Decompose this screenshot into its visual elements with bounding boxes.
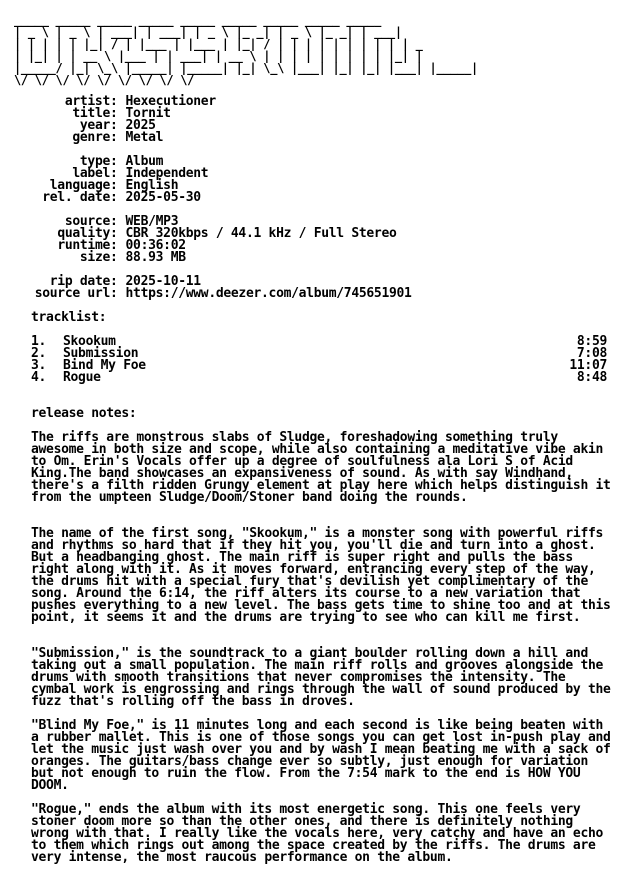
notes-paragraph: "Rogue," ends the album with its most energetic song. This one feels very stoner doom more so than the other ones, and there is definitely nothing wrong with that. I really like the vocals here, very catchy and have an echo to them which rings out among the space created by the riffs. The drums are very intense, the most raucous performance on the album. — [31, 802, 604, 865]
meta-language: language: English — [49, 178, 179, 193]
banner-line: | | | | | |_| / | |___ | |___ | |_| / | | | | | | | | | | _ — [14, 37, 423, 51]
track-title: Rogue — [63, 370, 101, 385]
meta-type: type: Album — [79, 154, 164, 169]
meta-source-url: source url: https://www.deezer.com/album/745651901 — [34, 286, 412, 301]
track-duration: 11:07 — [569, 358, 607, 373]
banner-line: _____ _____ _____ _____ _____ _____ _____ _____ _____ — [14, 14, 382, 27]
meta-title: title: Tornit — [72, 106, 171, 121]
track-row: 2. Submission 7:08 — [31, 346, 607, 361]
banner-line: \/ \/ \/ \/ \/ \/ \/ \/ \/ — [14, 73, 195, 86]
meta-runtime: runtime: 00:36:02 — [57, 238, 186, 253]
track-title: Skookum — [63, 334, 116, 349]
track-duration: 8:59 — [576, 334, 607, 349]
banner-line: | |_| | | __ \ |___ | | ___| | __ \ | | | | | | | | | |_| | — [14, 49, 423, 63]
track-title: Bind My Foe — [63, 358, 146, 373]
meta-year: year: 2025 — [79, 118, 156, 133]
track-duration: 8:48 — [576, 370, 607, 385]
notes-paragraph: The riffs are monstrous slabs of Sludge, foreshadowing something truly awesome in both size and scope, while also containing a meditative vibe akin to Om. Erin's Vocals offer up a degree of soulfulness ala Lori S of Acid King.The band showcases an expansiveness of sound. As with say Windhand, there's a filth ridden Grungy element at play here which helps distinguish it from the umpteen Sludge/Doom/Stoner band doing the rounds. — [31, 430, 611, 505]
track-duration: 7:08 — [576, 346, 607, 361]
notes-paragraph: The name of the first song, "Skookum," is a monster song with powerful riffs and rhythms so hard that if they hit you, you'll die and turn into a ghost. But a headbanging ghost. The main riff is super right and pulls the bass right along with it. As it moves forward, entrancing every step of the way, the drums hit with a special fury that's devilish yet complimentary of the song. Around the 6:14, the riff alters its course to a new variation that pushes everything to a new level. The bass gets time to shine too and at this point, it seems it and the drums are trying to see who can kill me first. — [31, 526, 611, 625]
meta-genre: genre: Metal — [72, 130, 164, 145]
ascii-logo-banner — [14, 14, 618, 86]
track-row: 4. Rogue 8:48 — [31, 370, 607, 385]
release-notes-heading: release notes: — [31, 406, 137, 421]
meta-artist: artist: Hexecutioner — [64, 94, 216, 109]
meta-rel-date: rel. date: 2025-05-30 — [42, 190, 201, 205]
notes-paragraph: "Blind My Foe," is 11 minutes long and each second is like being beaten with a rubber mallet. This is one of those songs you can get lost in-push play and let the music just wash over you and by wash I mean beating me with a sack of oranges. The guitars/bass change ever so subtly, just enough for variation but not enough to ruin the flow. From the 7:54 mark to the end is HOW YOU DOOM. — [31, 718, 611, 793]
notes-paragraph: "Submission," is the soundtrack to a giant boulder rolling down a hill and taking out a small population. The main riff rolls and grooves alongside the drums with smooth transitions that never compromises the intensity. The cymbal work is engrossing and rings through the wall of sound produced by the fuzz that's rolling off the bass in droves. — [31, 646, 611, 709]
meta-rip-date: rip date: 2025-10-11 — [49, 274, 201, 289]
track-title: Submission — [63, 346, 139, 361]
banner-line: | _ \ | _ \ | ___| | ___| | _ \ |_ _| | _ \ |_ _| | ___| — [14, 25, 402, 39]
meta-label: label: Independent — [72, 166, 209, 181]
meta-quality: quality: CBR 320kbps / 44.1 kHz / Full Stereo — [57, 226, 397, 241]
meta-size: size: 88.93 MB — [79, 250, 186, 265]
track-row: 1. Skookum 8:59 — [31, 334, 607, 349]
meta-source: source: WEB/MP3 — [64, 214, 179, 229]
banner-line: |_____/ |_| \_\ |_____| |_____| |_| \_\ |___| |_| |_| |___| |_____| — [14, 61, 478, 75]
track-row: 3. Bind My Foe 11:07 — [31, 358, 607, 373]
tracklist-heading: tracklist: — [31, 310, 107, 325]
